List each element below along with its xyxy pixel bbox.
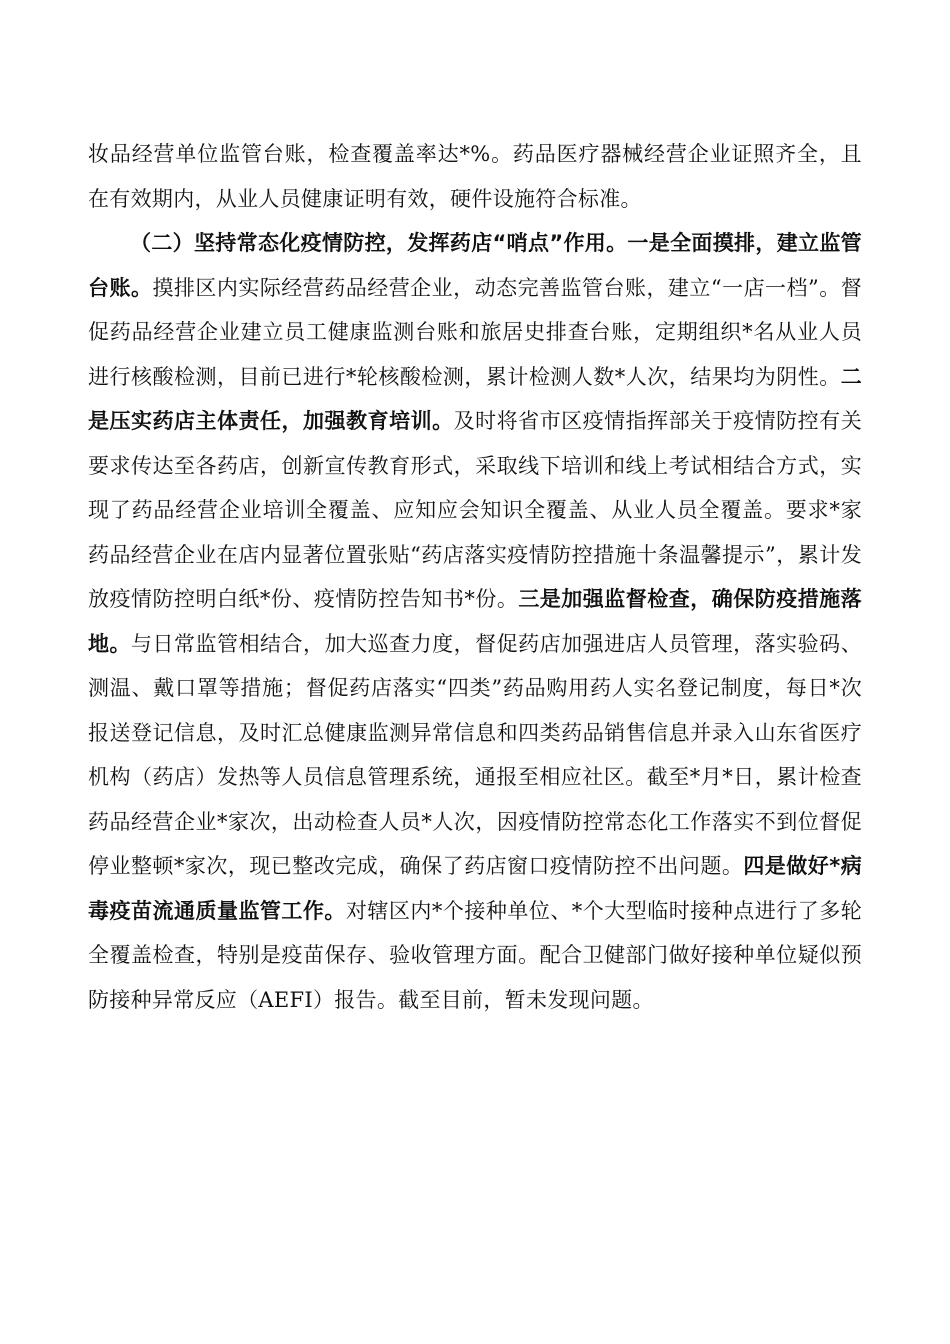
point-four-text: 对辖区内*个接种单位、*个大型临时接种点进行了多轮全覆盖检查，特别是疫苗保存、验收管理方面。配合卫健部门做好接种单位疑似预防接种异常反应（AEFI）报告。截至目前，暂未发现问题。	[88, 898, 862, 1012]
point-two-text: 及时将省市区疫情指挥部关于疫情防控有关要求传达至各药店，创新宣传教育形式，采取线下培训和线上考试相结合方式，实现了药品经营企业培训全覆盖、应知应会知识全覆盖、从业人员全覆盖。要求*家药品经营企业在店内显著位置张贴“药店落实疫情防控措施十条温馨提示”，累计发放疫情防控明白纸*份、疫情防控告知书*份。	[88, 409, 862, 611]
document-body	[88, 132, 862, 1022]
paragraph-text: 妆品经营单位监管台账，检查覆盖率达*%。药品医疗器械经营企业证照齐全，且在有效期内，从业人员健康证明有效，硬件设施符合标准。	[88, 142, 862, 211]
paragraph-section-two	[88, 221, 862, 1022]
point-one-lead: 一是全面摸排，建立监管台账。	[88, 231, 862, 300]
point-three-lead: 三是加强监督检查，确保防疫措施落地。	[88, 587, 862, 656]
point-four-lead: 四是做好*病毒疫苗流通质量监管工作。	[88, 854, 862, 923]
point-three-text: 与日常监管相结合，加大巡查力度，督促药店加强进店人员管理，落实验码、测温、戴口罩等措施；督促药店落实“四类”药品购用药人实名登记制度，每日*次报送登记信息，及时汇总健康监测异常信息和四类药品销售信息并录入山东省医疗机构（药店）发热等人员信息管理系统，通报至相应社区。截至*月*日，累计检查药品经营企业*家次，出动检查人员*人次，因疫情防控常态化工作落实不到位督促停业整顿*家次，现已整改完成，确保了药店窗口疫情防控不出问题。	[88, 631, 862, 878]
section-heading: （二）坚持常态化疫情防控，发挥药店“哨点”作用。	[130, 231, 628, 255]
paragraph-continued	[88, 132, 862, 221]
point-two-lead: 二是压实药店主体责任，加强教育培训。	[88, 364, 862, 433]
point-one-text: 摸排区内实际经营药品经营企业，动态完善监管台账，建立“一店一档”。督促药品经营企业建立员工健康监测台账和旅居史排查台账，定期组织*名从业人员进行核酸检测，目前已进行*轮核酸检测，累计检测人数*人次，结果均为阴性。	[88, 275, 862, 389]
